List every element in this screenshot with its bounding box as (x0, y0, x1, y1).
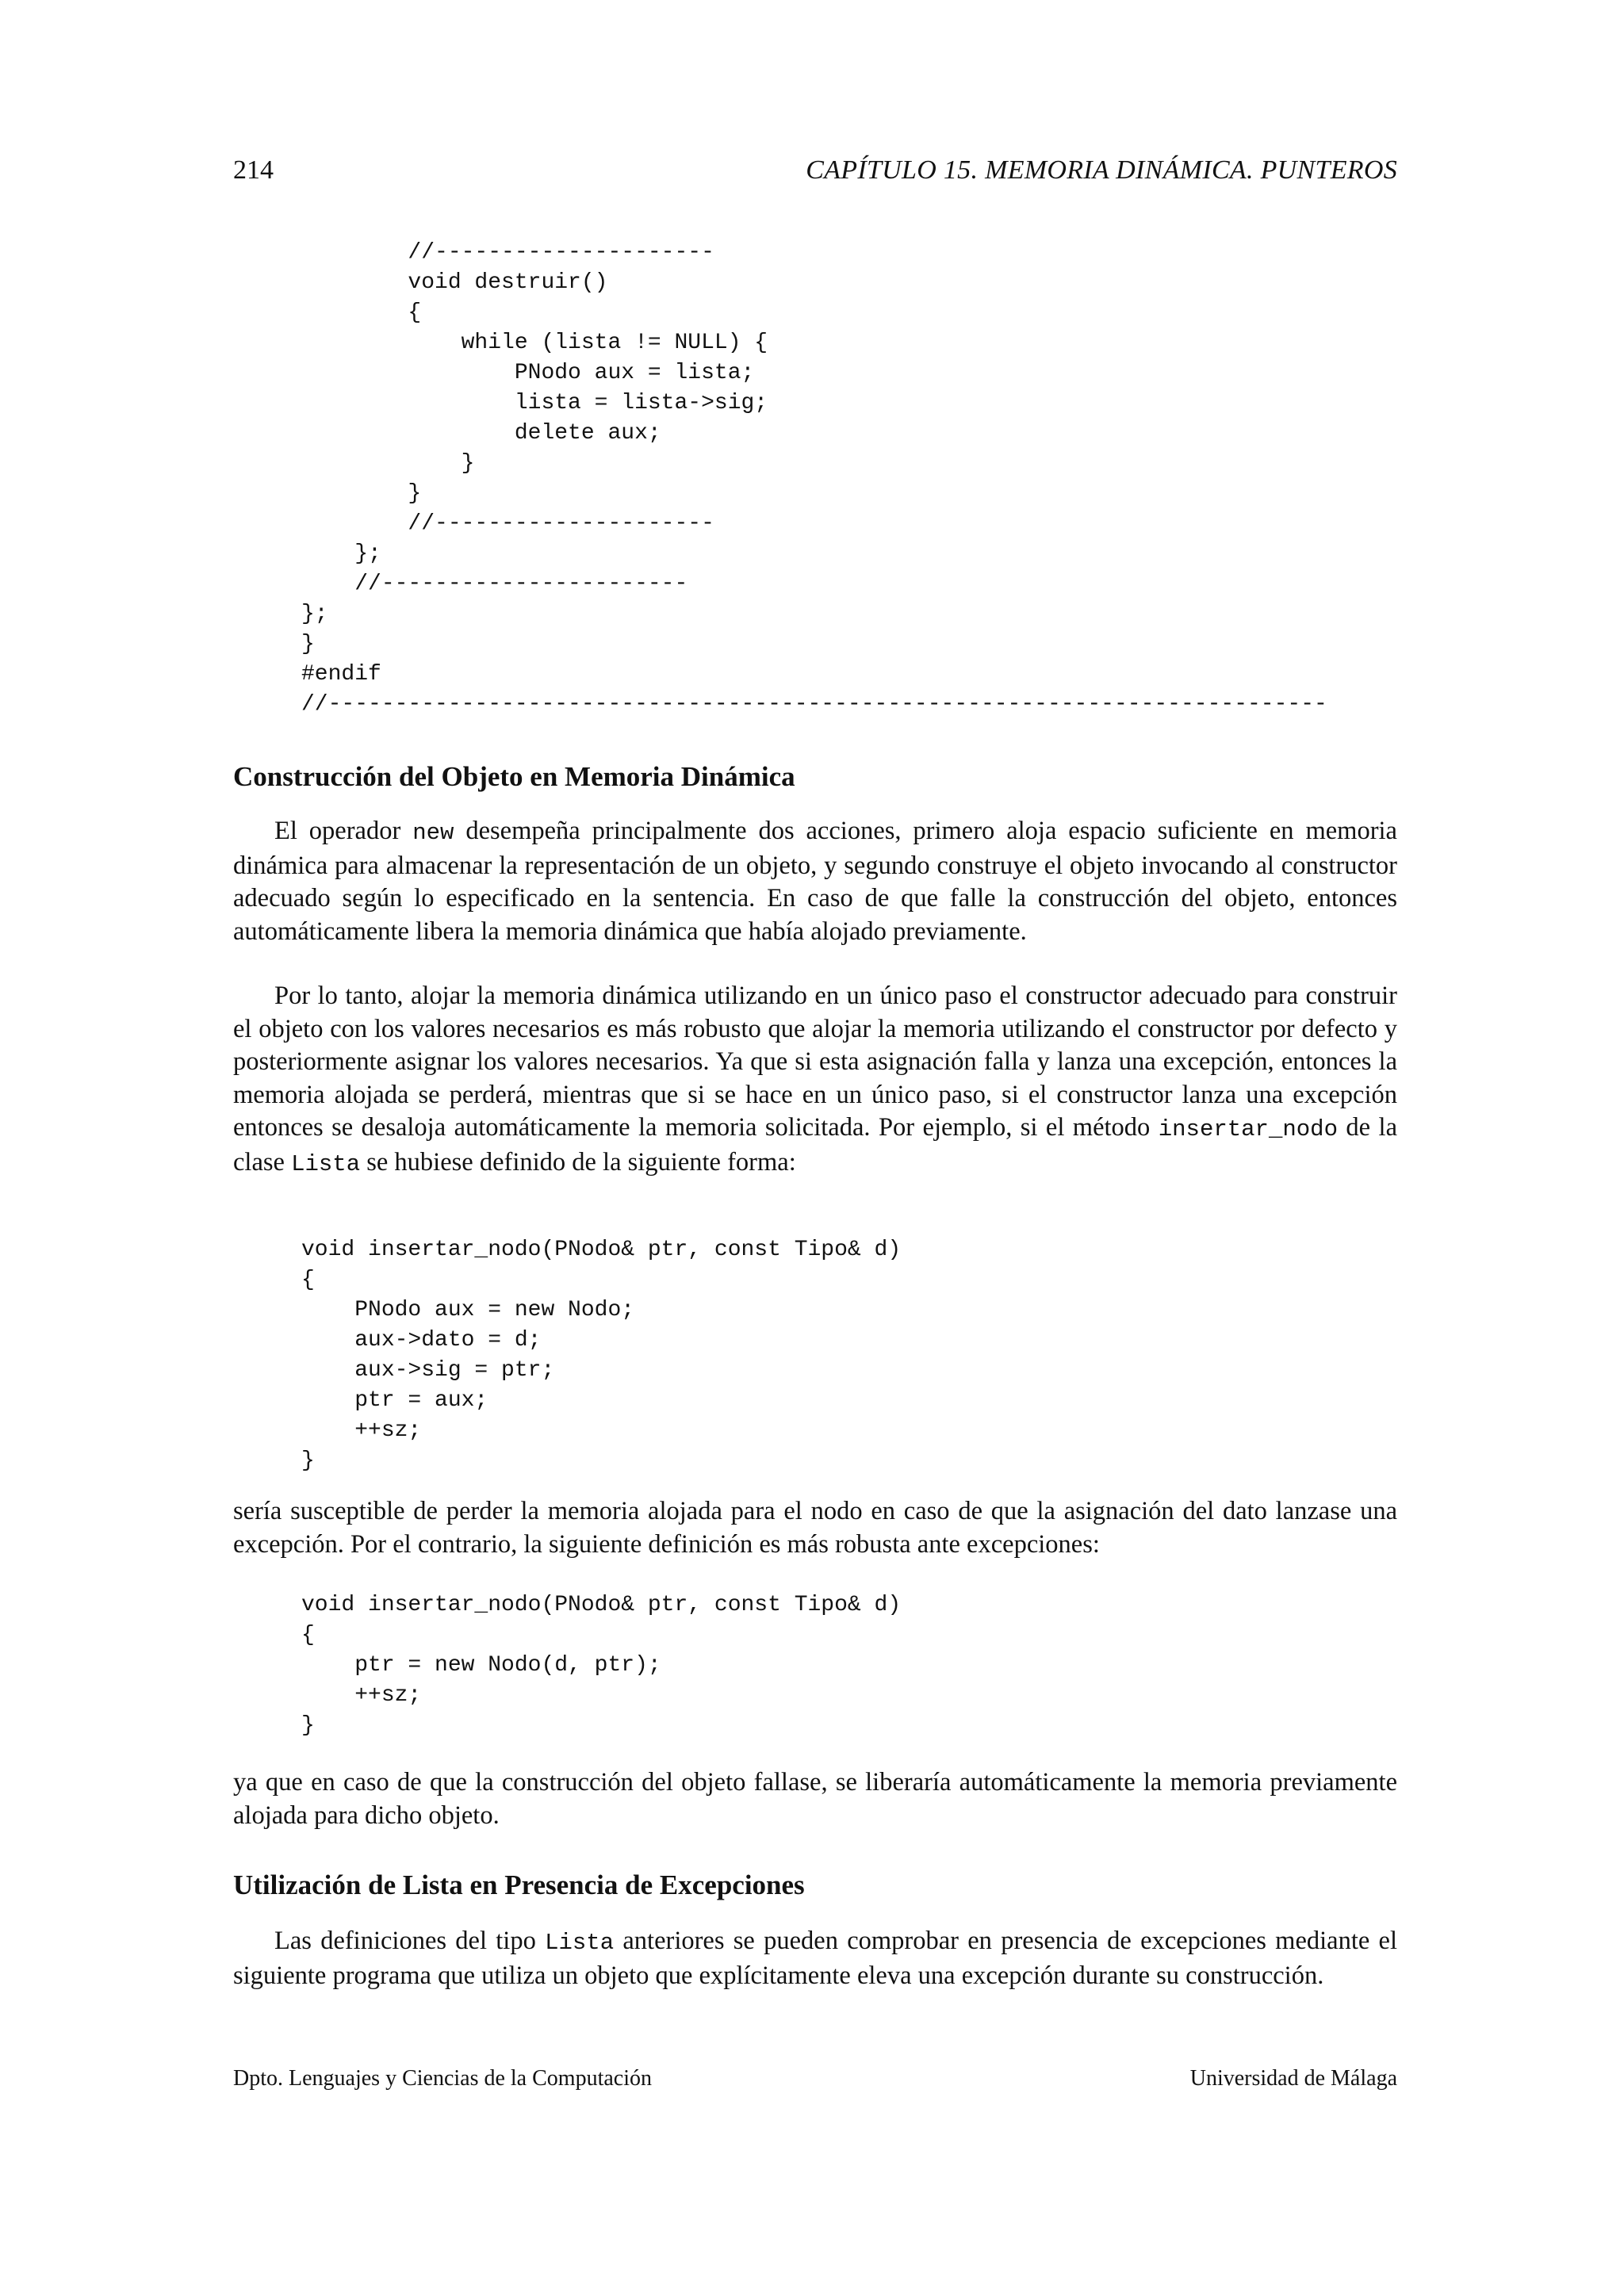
paragraph-text: Por lo tanto, alojar la memoria dinámica utilizando en un único paso el constructor adecuado para construir el objeto con los valores necesarios es más robusto que alojar la memoria utilizando el constructor por defecto y posteriormente asignar los valores necesarios. Ya que si esta asignación falla y lanza una excepción, entonces la memoria alojada se perderá, mientras que si se hace en un único paso, si el constructor lanza una excepción entonces se desaloja automáticamente la memoria solicitada. Por ejemplo, si el método (233, 982, 1397, 1142)
page-header (233, 155, 1397, 195)
code-block-insertar-nodo-1: void insertar_nodo(PNodo& ptr, const Tipo& d) { PNodo aux = new Nodo; aux->dato = d; aux->sig = ptr; ptr = aux; ++sz; } (301, 1238, 902, 1473)
paragraph-text: Las definiciones del tipo (274, 1927, 546, 1955)
paragraph-text: desempeña principalmente dos acciones, primero aloja espacio suficiente en memoria dinámica para almacenar la representación de un objeto, y segundo construye el objeto invocando al constructor adecuado según lo especificado en la sentencia. En caso de que falle la construcción del objeto, entonces automáticamente libera la memoria dinámica que había alojado previamente. (233, 817, 1397, 946)
footer-university: Universidad de Málaga (1189, 2066, 1397, 2091)
paragraph-text: anteriores se pueden comprobar en presencia de excepciones mediante el siguiente programa que utiliza un objeto que explícitamente eleva una excepción durante su construcción. (233, 1927, 1398, 1990)
inline-code: Lista (291, 1150, 361, 1177)
section-heading-utilizacion: Utilización de Lista en Presencia de Excepciones (233, 1869, 805, 1900)
paragraph-text: se hubiese definido de la siguiente forma: (360, 1147, 796, 1177)
inline-code: new (412, 820, 454, 846)
inline-code: Lista (545, 1930, 615, 1956)
document-page (233, 0, 1397, 2296)
paragraph-definiciones (233, 1925, 1397, 1992)
inline-code: insertar_nodo (1158, 1116, 1338, 1142)
paragraph-operador-new (233, 815, 1397, 948)
paragraph-por-lo-tanto (233, 980, 1397, 1181)
paragraph-seria-susceptible: sería susceptible de perder la memoria alojada para el nodo en caso de que la asignación del dato lanzase una excepción. Por el contrario, la siguiente definición es más robusta ante excepciones: (233, 1497, 1397, 1559)
running-head: CAPÍTULO 15. MEMORIA DINÁMICA. PUNTEROS (806, 155, 1397, 185)
code-block-destruir: //--------------------- void destruir() { while (lista != NULL) { PNodo aux = lista; lista = lista->sig; delete aux; } } //--------------------- }; //----------------------- }; } #endif //--------------------------------------------------------------------------- (301, 240, 1327, 717)
section-heading-construccion: Construcción del Objeto en Memoria Dinámica (233, 761, 795, 792)
paragraph-text: de la clase (233, 1113, 1397, 1177)
paragraph-ya-que: ya que en caso de que la construcción del objeto fallase, se liberaría automáticamente la memoria previamente alojada para dicho objeto. (233, 1768, 1397, 1830)
paragraph-text: El operador (274, 817, 413, 845)
code-block-insertar-nodo-2: void insertar_nodo(PNodo& ptr, const Tipo& d) { ptr = new Nodo(d, ptr); ++sz; } (301, 1593, 902, 1738)
page-number: 214 (233, 155, 274, 185)
footer-department: Dpto. Lenguajes y Ciencias de la Computación (233, 2066, 652, 2091)
